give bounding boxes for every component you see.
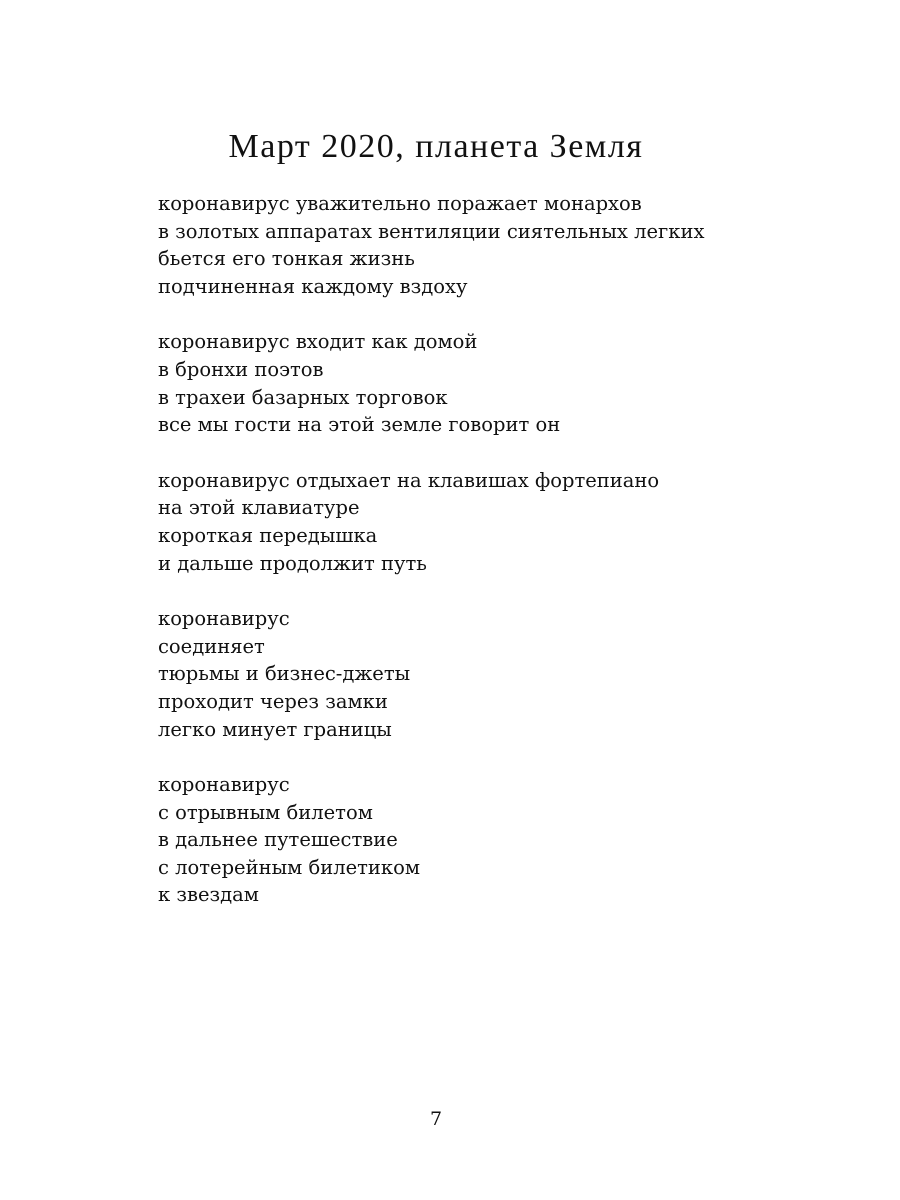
stanza-1 <box>158 190 858 300</box>
poem-line: легко минует границы <box>158 717 392 741</box>
poem-line: в дальнее путешествие <box>158 828 398 852</box>
poem-line: в трахеи базарных торговок <box>158 385 448 409</box>
poem-line: короткая передышка <box>158 523 378 547</box>
stanza-5 <box>158 771 858 909</box>
poem-line: с лотерейным билетиком <box>158 855 421 879</box>
poem-line: и дальше продолжит путь <box>158 551 427 575</box>
stanza-4 <box>158 605 858 743</box>
poem-body <box>158 190 858 937</box>
stanza-3 <box>158 467 858 577</box>
stanza-2 <box>158 328 858 438</box>
poem-line: коронавирус отдыхает на клавишах фортепиано <box>158 468 660 492</box>
poem-line: коронавирус <box>158 607 290 631</box>
poem-title: Март 2020, планета Земля <box>228 128 644 165</box>
poem-line: соединяет <box>158 634 265 658</box>
poem-line: проходит через замки <box>158 689 388 713</box>
poem-line: подчиненная каждому вздоху <box>158 274 468 298</box>
poem-line: коронавирус <box>158 773 290 797</box>
poem-line: на этой клавиатуре <box>158 496 360 520</box>
poem-line: все мы гости на этой земле говорит он <box>158 413 561 437</box>
poem-line: коронавирус входит как домой <box>158 330 478 354</box>
poem-line: к звездам <box>158 883 259 907</box>
poem-line: в золотых аппаратах вентиляции сиятельных легких <box>158 219 705 243</box>
poem-line: коронавирус уважительно поражает монархов <box>158 192 642 215</box>
poem-line: в бронхи поэтов <box>158 357 324 381</box>
poem-line: бьется его тонкая жизнь <box>158 247 415 271</box>
poem-line: тюрьмы и бизнес-джеты <box>158 662 411 686</box>
poem-line: с отрывным билетом <box>158 800 373 824</box>
page-number: 7 <box>429 1108 443 1130</box>
